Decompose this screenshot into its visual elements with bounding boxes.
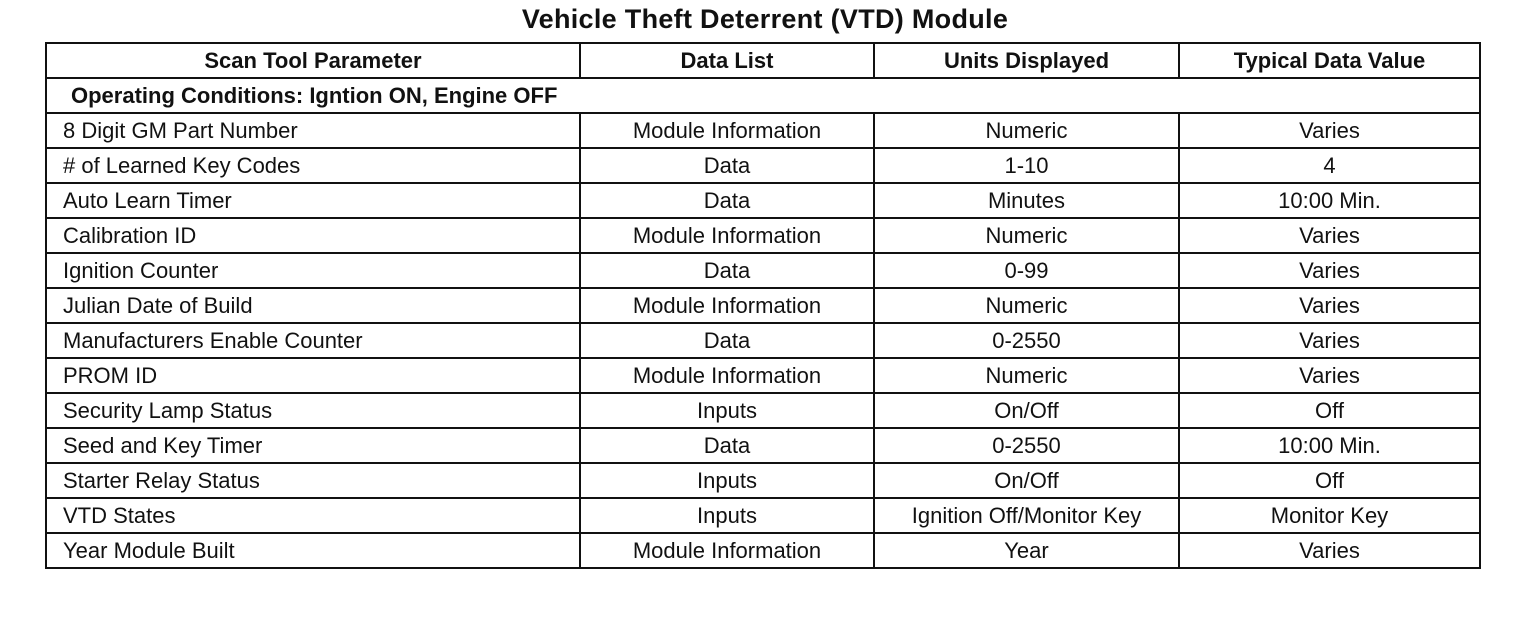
param-cell: Seed and Key Timer [46, 428, 580, 463]
param-cell: Calibration ID [46, 218, 580, 253]
param-cell: Julian Date of Build [46, 288, 580, 323]
typical-value-cell: Varies [1179, 533, 1480, 568]
table-row [46, 463, 1480, 498]
units-cell: Minutes [874, 183, 1179, 218]
data-list-cell: Module Information [580, 113, 874, 148]
typical-value-cell: Varies [1179, 253, 1480, 288]
param-cell: VTD States [46, 498, 580, 533]
page-title: Vehicle Theft Deterrent (VTD) Module [521, 4, 1009, 34]
header-data-list: Data List [580, 43, 874, 78]
table-row [46, 113, 1480, 148]
param-cell: # of Learned Key Codes [46, 148, 580, 183]
data-list-cell: Module Information [580, 358, 874, 393]
table-row [46, 428, 1480, 463]
table-row [46, 323, 1480, 358]
table-row [46, 533, 1480, 568]
param-cell: Security Lamp Status [46, 393, 580, 428]
header-units-displayed: Units Displayed [874, 43, 1179, 78]
data-list-cell: Module Information [580, 218, 874, 253]
param-cell: Starter Relay Status [46, 463, 580, 498]
units-cell: Numeric [874, 218, 1179, 253]
data-list-cell: Data [580, 253, 874, 288]
units-cell: On/Off [874, 393, 1179, 428]
param-cell: Ignition Counter [46, 253, 580, 288]
typical-value-cell: Monitor Key [1179, 498, 1480, 533]
units-cell: 1-10 [874, 148, 1179, 183]
table-row [46, 253, 1480, 288]
typical-value-cell: Off [1179, 463, 1480, 498]
data-list-cell: Inputs [580, 463, 874, 498]
header-typical-data-value: Typical Data Value [1179, 43, 1480, 78]
vtd-parameter-table [45, 42, 1481, 569]
param-cell: Auto Learn Timer [46, 183, 580, 218]
table-row [46, 218, 1480, 253]
typical-value-cell: Varies [1179, 323, 1480, 358]
operating-conditions-row [46, 78, 1480, 113]
units-cell: Numeric [874, 358, 1179, 393]
units-cell: Numeric [874, 288, 1179, 323]
data-list-cell: Module Information [580, 533, 874, 568]
param-cell: PROM ID [46, 358, 580, 393]
typical-value-cell: 4 [1179, 148, 1480, 183]
header-scan-tool-parameter: Scan Tool Parameter [46, 43, 580, 78]
typical-value-cell: Varies [1179, 218, 1480, 253]
data-list-cell: Module Information [580, 288, 874, 323]
units-cell: 0-2550 [874, 428, 1179, 463]
param-cell: Year Module Built [46, 533, 580, 568]
units-cell: On/Off [874, 463, 1179, 498]
typical-value-cell: Varies [1179, 288, 1480, 323]
units-cell: 0-2550 [874, 323, 1179, 358]
typical-value-cell: 10:00 Min. [1179, 428, 1480, 463]
param-cell: 8 Digit GM Part Number [46, 113, 580, 148]
table-row [46, 148, 1480, 183]
units-cell: Numeric [874, 113, 1179, 148]
units-cell: Year [874, 533, 1179, 568]
typical-value-cell: 10:00 Min. [1179, 183, 1480, 218]
data-list-cell: Inputs [580, 498, 874, 533]
table-header-row [46, 43, 1480, 78]
data-list-cell: Data [580, 323, 874, 358]
units-cell: 0-99 [874, 253, 1179, 288]
param-cell: Manufacturers Enable Counter [46, 323, 580, 358]
table-row [46, 183, 1480, 218]
table-row [46, 498, 1480, 533]
typical-value-cell: Off [1179, 393, 1480, 428]
table-row [46, 358, 1480, 393]
operating-conditions: Operating Conditions: Igntion ON, Engine OFF [46, 78, 1480, 113]
table-row [46, 288, 1480, 323]
units-cell: Ignition Off/Monitor Key [874, 498, 1179, 533]
data-list-cell: Inputs [580, 393, 874, 428]
typical-value-cell: Varies [1179, 358, 1480, 393]
data-list-cell: Data [580, 148, 874, 183]
data-list-cell: Data [580, 428, 874, 463]
table-row [46, 393, 1480, 428]
typical-value-cell: Varies [1179, 113, 1480, 148]
data-list-cell: Data [580, 183, 874, 218]
